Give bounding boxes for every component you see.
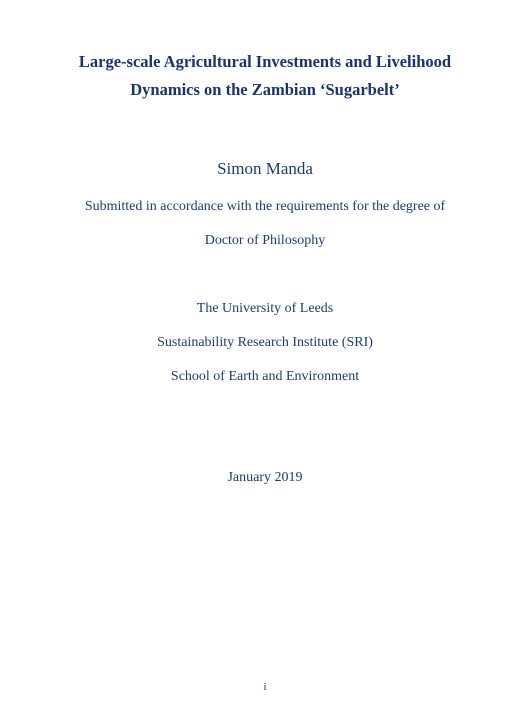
submission-date: January 2019	[227, 470, 303, 485]
author-name: Simon Manda	[217, 159, 313, 178]
school-name: School of Earth and Environment	[170, 369, 360, 384]
university-name: The University of Leeds	[196, 301, 334, 316]
institute-name: Sustainability Research Institute (SRI)	[157, 335, 373, 350]
thesis-title-line-2: Dynamics on the Zambian ‘Sugarbelt’	[130, 80, 400, 99]
submission-statement: Submitted in accordance with the requirements for the degree of	[84, 199, 446, 214]
page-number: i	[263, 681, 267, 693]
degree-name: Doctor of Philosophy	[204, 233, 326, 248]
thesis-title-line-1: Large-scale Agricultural Investments and Livelihood	[78, 52, 452, 71]
